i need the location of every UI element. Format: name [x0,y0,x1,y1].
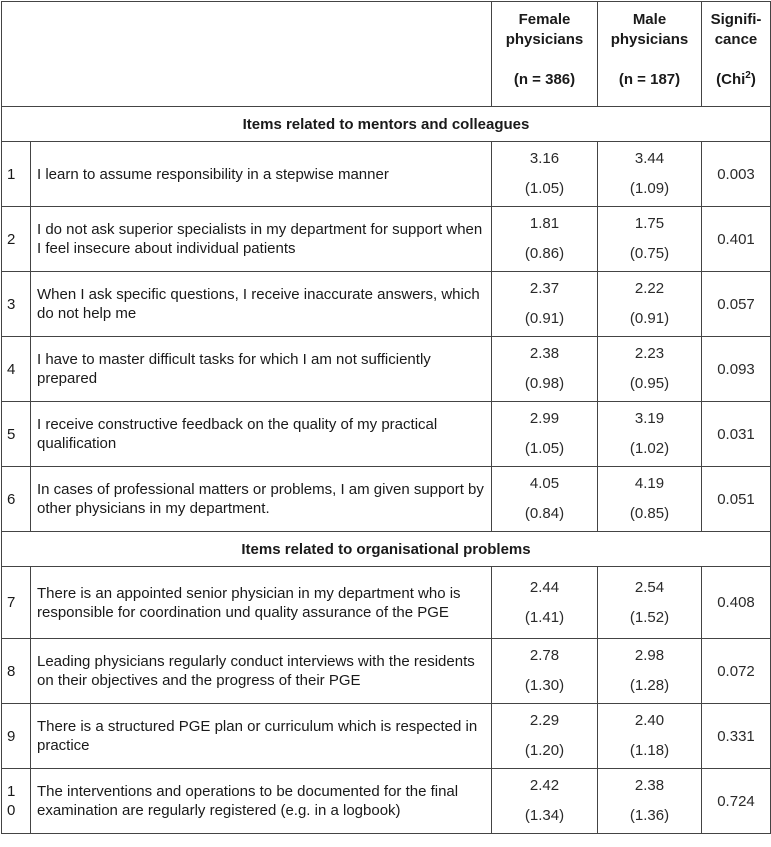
male-mean: 1.75 [634,215,665,232]
results-table [1,1,771,834]
male-mean: 3.44 [634,150,665,167]
female-value [492,272,598,337]
male-value [598,142,702,207]
section-row [2,107,771,142]
female-mean: 4.05 [529,475,560,492]
header-sig-line1: Signifi- [710,11,762,28]
male-mean: 2.54 [634,578,665,596]
significance-value: 0.072 [702,639,771,704]
item-text: I receive constructive feedback on the quality of my practical qualification [31,402,492,467]
table-row [2,142,771,207]
female-value [492,639,598,704]
male-mean: 2.22 [634,280,665,297]
header-sig-line2: cance [714,31,758,48]
male-value [598,272,702,337]
table-row [2,207,771,272]
significance-value: 0.724 [702,769,771,834]
table-row [2,467,771,532]
item-number: 3 [2,272,31,337]
male-value [598,467,702,532]
table-row [2,402,771,467]
male-mean: 2.98 [634,647,665,664]
item-text: The interventions and operations to be documented for the final examination are regularly registered (e.g. in a logbook) [31,769,492,834]
header-significance [702,2,771,107]
male-value [598,207,702,272]
item-text: I learn to assume responsibility in a stepwise manner [31,142,492,207]
male-value [598,402,702,467]
item-number: 2 [2,207,31,272]
significance-value: 0.408 [702,567,771,639]
female-value [492,567,598,639]
male-value [598,769,702,834]
header-male-line2: physicians [610,31,689,48]
male-sd: (0.85) [629,505,670,522]
male-value [598,337,702,402]
male-mean: 3.19 [634,410,665,427]
female-value [492,467,598,532]
female-sd: (0.86) [524,245,565,262]
significance-value: 0.051 [702,467,771,532]
male-sd: (1.36) [629,807,670,824]
header-female-line2: physicians [505,31,584,48]
female-sd: (0.98) [524,375,565,392]
male-sd: (0.91) [629,310,670,327]
item-text: I do not ask superior specialists in my department for support when I feel insecure about individual patients [31,207,492,272]
female-sd: (1.05) [524,440,565,457]
header-male [598,2,702,107]
item-number: 7 [2,567,31,639]
female-mean: 2.37 [529,280,560,297]
item-text: I have to master difficult tasks for which I am not sufficiently prepared [31,337,492,402]
male-value [598,704,702,769]
male-mean: 2.38 [634,777,665,794]
table-row [2,337,771,402]
item-number: 6 [2,467,31,532]
section-title: Items related to mentors and colleagues [2,107,771,142]
female-value [492,142,598,207]
table-row [2,769,771,834]
header-male-n: (n = 187) [618,71,681,88]
female-mean: 2.99 [529,410,560,427]
table-row [2,272,771,337]
female-sd: (1.30) [524,677,565,694]
female-mean: 1.81 [529,215,560,232]
male-mean: 4.19 [634,475,665,492]
item-number-line2: 0 [7,802,16,819]
item-text: There is a structured PGE plan or curriculum which is respected in practice [31,704,492,769]
table-row [2,704,771,769]
male-sd: (1.28) [629,677,670,694]
item-number: 9 [2,704,31,769]
header-female [492,2,598,107]
female-sd: (1.34) [524,807,565,824]
item-text: Leading physicians regularly conduct interviews with the residents on their objectives and the progress of their PGE [31,639,492,704]
female-mean: 2.42 [529,777,560,794]
table-row [2,567,771,639]
item-number: 8 [2,639,31,704]
item-number [2,769,31,834]
significance-value: 0.331 [702,704,771,769]
section-row [2,532,771,567]
female-sd: (1.20) [524,742,565,759]
header-sig-prefix: (Chi [716,71,746,88]
header-sig-sup: 2 [745,70,751,81]
significance-value: 0.057 [702,272,771,337]
male-value [598,567,702,639]
female-sd: (1.41) [524,608,565,626]
header-sig-test [702,70,770,90]
male-sd: (1.02) [629,440,670,457]
significance-value: 0.093 [702,337,771,402]
female-mean: 3.16 [529,150,560,167]
female-value [492,337,598,402]
female-sd: (1.05) [524,180,565,197]
item-text: When I ask specific questions, I receive inaccurate answers, which do not help me [31,272,492,337]
significance-value: 0.003 [702,142,771,207]
section-title: Items related to organisational problems [2,532,771,567]
female-mean: 2.29 [529,712,560,729]
female-value [492,704,598,769]
female-value [492,207,598,272]
female-mean: 2.38 [529,345,560,362]
header-row [2,2,771,107]
male-mean: 2.23 [634,345,665,362]
item-number-line1: 1 [7,783,16,800]
male-mean: 2.40 [634,712,665,729]
header-male-line1: Male [632,11,667,28]
male-sd: (1.18) [629,742,670,759]
significance-value: 0.401 [702,207,771,272]
header-female-line1: Female [518,11,571,28]
male-sd: (1.52) [629,608,670,626]
female-value [492,402,598,467]
item-text: There is an appointed senior physician in my department who is responsible for coordination und quality assurance of the PGE [31,567,492,639]
female-mean: 2.78 [529,647,560,664]
male-sd: (0.75) [629,245,670,262]
female-sd: (0.84) [524,505,565,522]
table-row [2,639,771,704]
item-number: 1 [2,142,31,207]
male-sd: (1.09) [629,180,670,197]
female-mean: 2.44 [529,578,560,596]
significance-value: 0.031 [702,402,771,467]
male-value [598,639,702,704]
item-text: In cases of professional matters or problems, I am given support by other physicians in my department. [31,467,492,532]
male-sd: (0.95) [629,375,670,392]
female-value [492,769,598,834]
female-sd: (0.91) [524,310,565,327]
header-sig-suffix: ) [750,71,756,88]
item-number: 4 [2,337,31,402]
item-number: 5 [2,402,31,467]
header-female-n: (n = 386) [513,71,576,88]
header-blank [2,2,492,107]
